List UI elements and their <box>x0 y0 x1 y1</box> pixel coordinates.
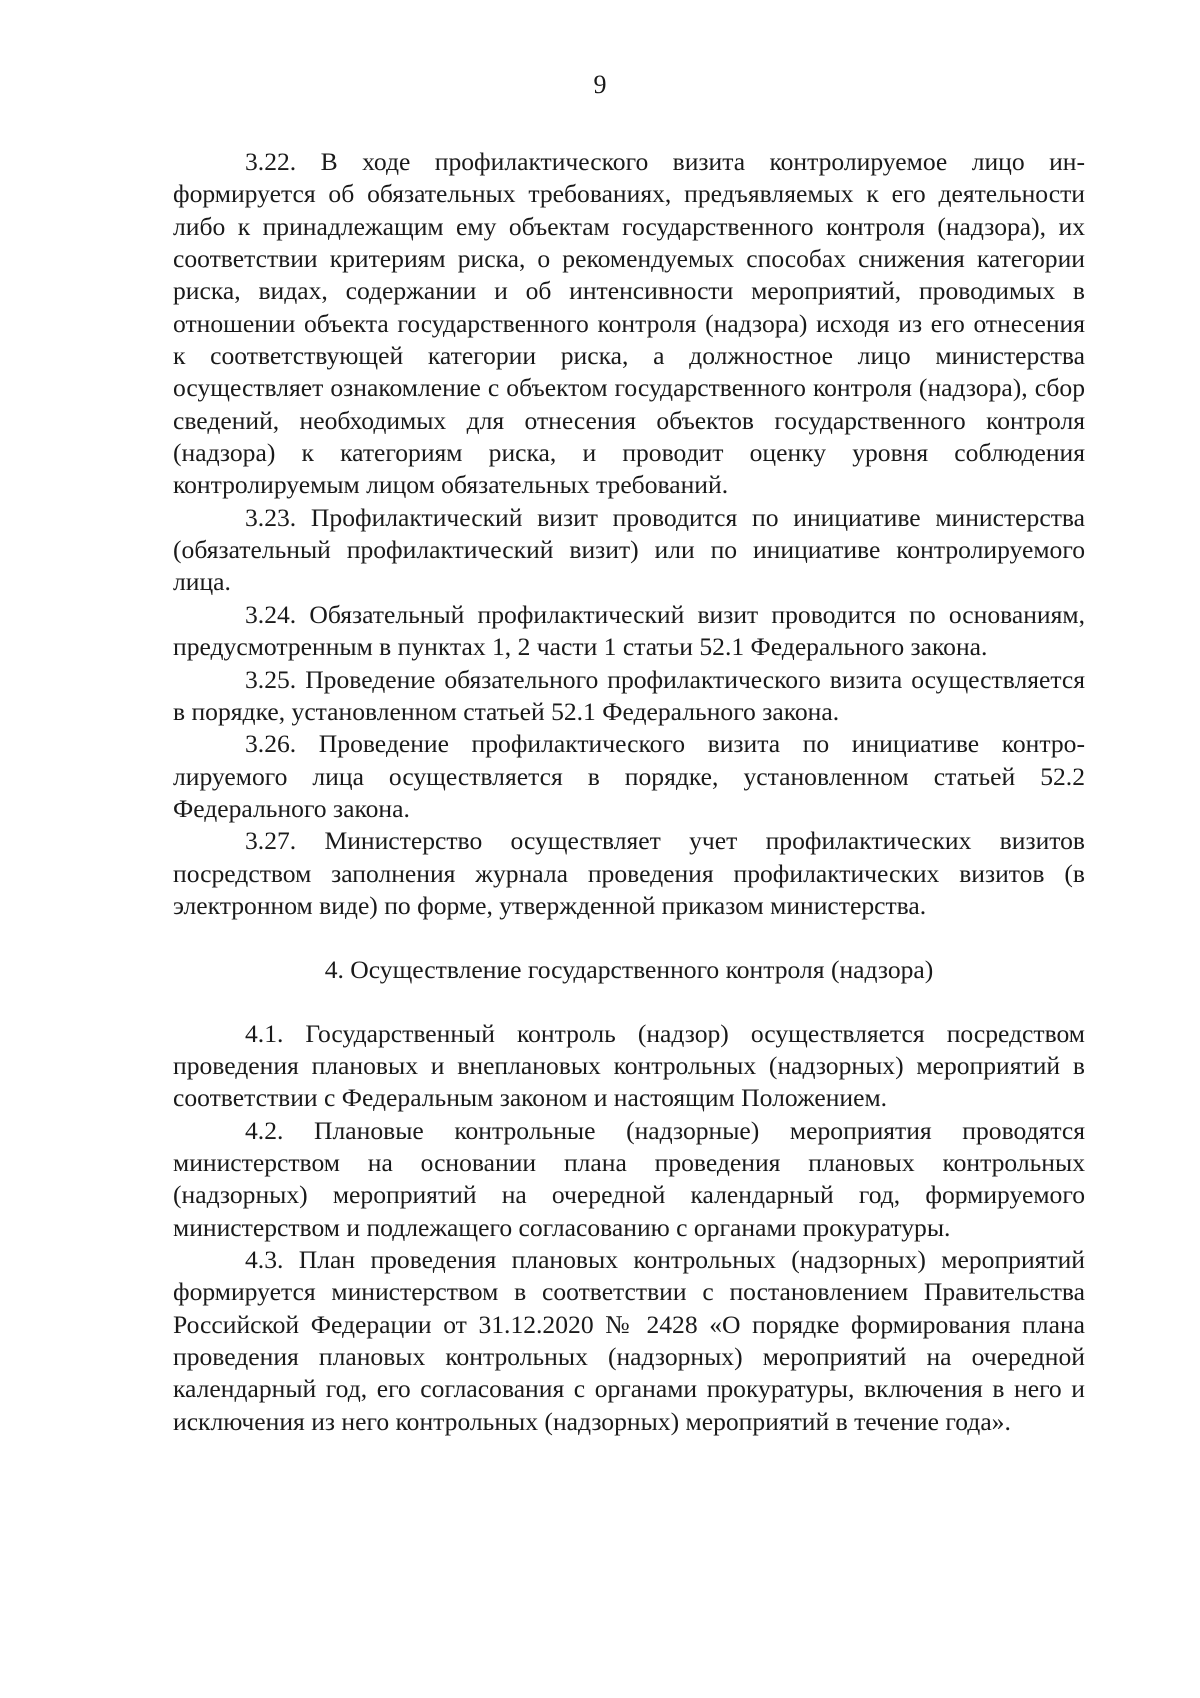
paragraph-3-25: 3.25. Проведение обязательного профилактического визита осуществляется в порядке, установленном статьей 52.1 Федерального закона. <box>173 664 1085 726</box>
section-heading: 4. Осуществление государственного контроля (надзора) <box>324 955 934 985</box>
page-number: 9 <box>593 70 607 99</box>
paragraph-3-23: 3.23. Профилактический визит проводится по инициативе министерства (обязательный профилактический визит) или по инициативе контролируемого лица. <box>173 502 1085 597</box>
paragraph-3-26: 3.26. Проведение профилактического визита по инициативе контролируемого лица осуществляется в порядке, установленном статьей 52.2 Федерального закона. <box>173 729 1085 823</box>
paragraph-4-3: 4.3. План проведения плановых контрольных (надзорных) мероприятий формируется министерством в соответствии с постановлением Правительства Российской Федерации от 31.12.2020 № 2428 «О порядке формирования плана проведения плановых контрольных (надзорных) мероприятий на очередной календарный год, его согласования с органами прокуратуры, включения в него и исключения из него контрольных (надзорных) мероприятий в течение года». <box>173 1245 1085 1436</box>
document-body <box>173 146 1085 1438</box>
paragraph-4-2: 4.2. Плановые контрольные (надзорные) мероприятия проводятся министерством на основании плана проведения плановых контрольных (надзорных) мероприятий на очередной календарный год, формируемого министерством и подлежащего согласованию с органами прокуратуры. <box>173 1115 1085 1242</box>
paragraph-3-24: 3.24. Обязательный профилактический визит проводится по основаниям, предусмотренным в пунктах 1, 2 части 1 статьи 52.1 Федерального закона. <box>173 599 1085 662</box>
paragraph-3-27: 3.27. Министерство осуществляет учет профилактических визитов посредством заполнения журнала проведения профилактических визитов (в электронном виде) по форме, утвержденной приказом министерства. <box>173 826 1085 920</box>
paragraph-4-1: 4.1. Государственный контроль (надзор) осуществляется посредством проведения плановых и внеплановых контрольных (надзорных) мероприятий в соответствии с Федеральным законом и настоящим Положением. <box>173 1018 1085 1113</box>
paragraph-3-22: 3.22. В ходе профилактического визита контролируемое лицо информируется об обязательных требованиях, предъявляемых к его деятельности либо к принадлежащим ему объектам государственного контроля (надзора), их соответствии критериям риска, о рекомендуемых способах снижения категории риска, видах, содержании и об интенсивности мероприятий, проводимых в отношении объекта государственного контроля (надзора) исходя из его отнесения к соответствующей категории риска, а должностное лицо министерства осуществляет ознакомление с объектом государственного контроля (надзора), сбор сведений, необходимых для отнесения объектов государственного контроля (надзора) к категориям риска, и проводит оценку уровня соблюдения контролируемым лицом обязательных требований. <box>173 147 1085 500</box>
